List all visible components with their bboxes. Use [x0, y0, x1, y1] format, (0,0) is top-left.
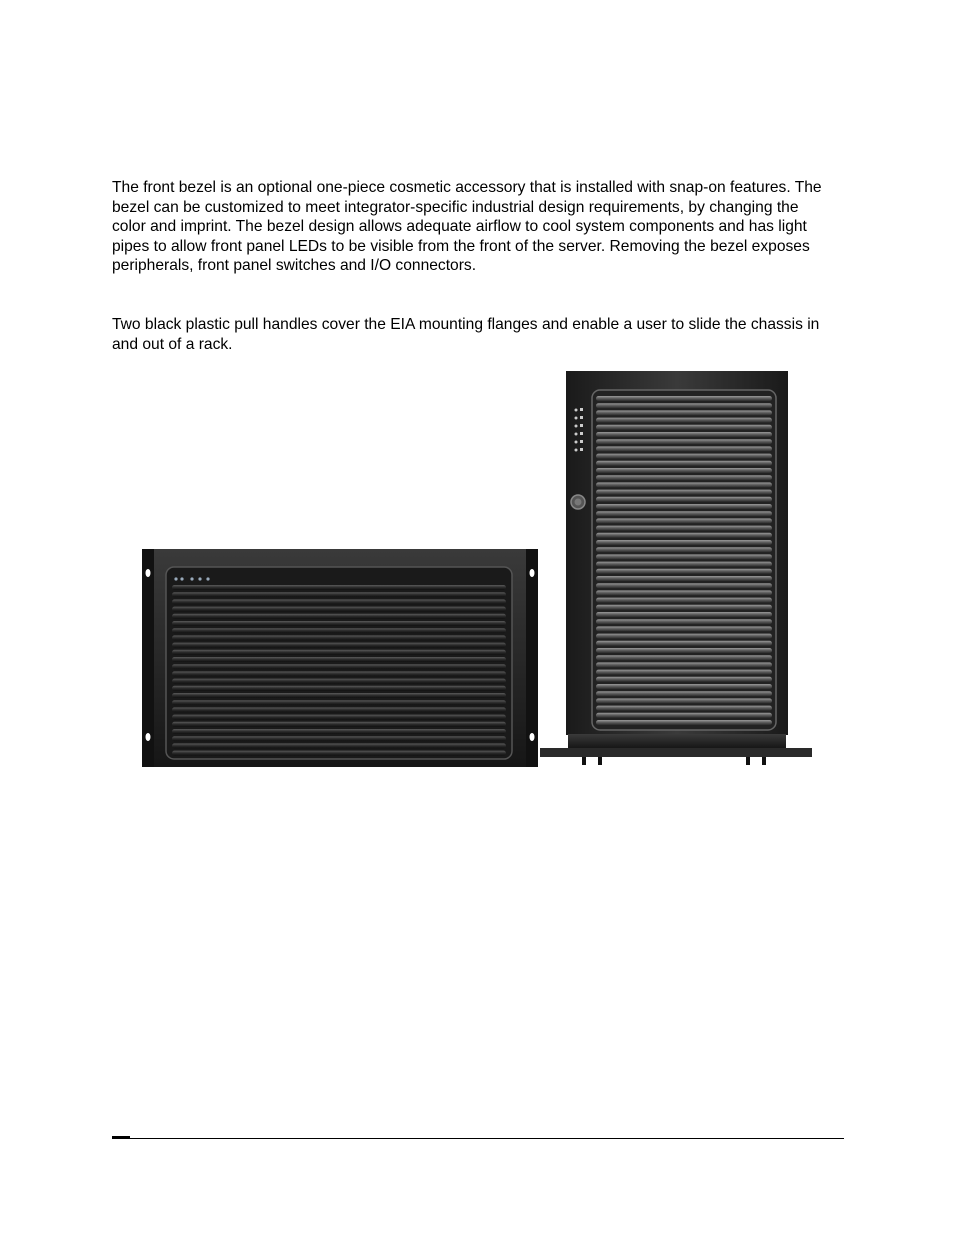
handles-paragraph: Two black plastic pull handles cover the EIA mounting flanges and enable a user to slide the chassis in and out of a rack.	[112, 316, 820, 353]
rack-server-bezel-icon	[140, 545, 540, 767]
tower-server-bezel-image	[538, 368, 814, 768]
rack-server-bezel-image	[140, 545, 540, 767]
footer-rule	[112, 1138, 844, 1139]
tower-server-bezel-icon	[538, 368, 814, 768]
intro-paragraph: The front bezel is an optional one-piece cosmetic accessory that is installed with snap-on features. The bezel can be customized to meet integrator-specific industrial design requirements, by changing the color and imprint. The bezel design allows adequate airflow to cool system components and has light pipes to allow front panel LEDs to be visible from the front of the server. Removing the bezel exposes peripherals, front panel switches and I/O connectors.	[112, 179, 822, 275]
